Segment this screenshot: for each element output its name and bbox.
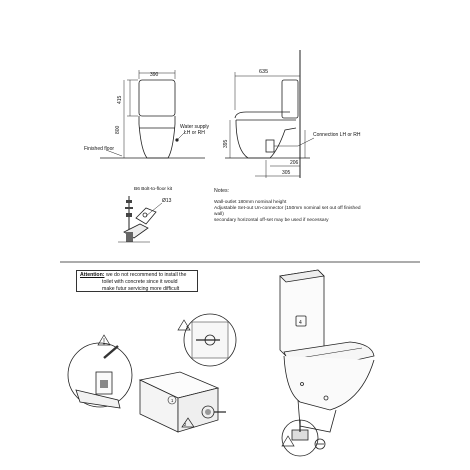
notes-line-3: secondary horizontal off-set may be used if necessary [214,218,329,223]
step1-number: 1 [171,398,174,403]
step-assembled-toilet [280,270,374,456]
step4-number: 4 [299,320,302,326]
bolt-kit-drawing [118,196,162,242]
front-water-label: Water supply [180,124,209,130]
step-bracket-box [140,372,226,432]
attention-box [76,270,198,292]
front-view-drawing [100,70,205,158]
step2-number: 2 [184,422,187,427]
attention-line-3: make futur servicing more difficult [102,286,180,292]
front-dim-width: 390 [150,72,159,78]
step-drill-detail [68,335,132,408]
notes-line-2: Adjustable Set-out Un-connector (150mm nominal set out off finished wall) [214,206,361,217]
side-dim-depth: 635 [259,69,269,75]
attention-line-2: toilet with concrete since it would [102,279,178,285]
notes-line-1: Wall-outlet 180mm nominal height [214,200,287,205]
notes-heading: Notes: [214,188,229,194]
step-wall-detail [178,314,236,366]
side-dim-outlet: 395 [223,139,229,148]
bracket-hole [143,213,147,217]
side-outlet-connector [266,140,274,152]
side-view-drawing [225,50,314,178]
side-dim-206: 206 [290,160,299,166]
front-floor-label: Finished floor [84,146,115,152]
front-dim-tank: 415 [117,95,123,104]
notes-panel [214,188,364,224]
bolt-kit-label: B6 Bolt-to-floor kit [134,187,173,192]
front-bowl [139,116,175,158]
attention-title: Attention: [80,272,105,278]
attention-line-1: we do not recommend to install the [104,272,187,278]
bolt-diameter-label: Ø13 [162,198,172,204]
step3-number: 3 [186,325,189,330]
side-dim-305: 305 [282,170,291,176]
front-cistern [139,80,175,116]
side-connection-label: Connection LH or RH [313,132,361,138]
front-water-side: LH or RH [184,130,205,136]
front-dim-total: 800 [115,125,121,134]
